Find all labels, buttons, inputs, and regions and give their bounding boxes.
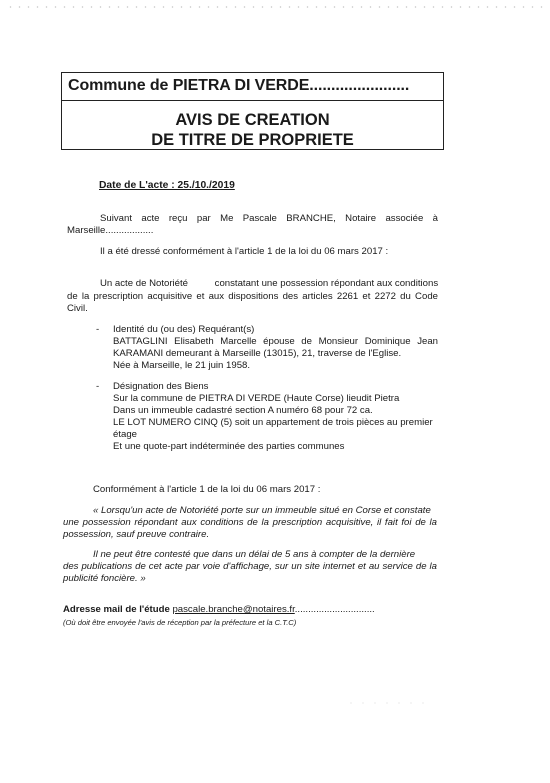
intro-line-3: Il a été dressé conformément à l'article 1 de la loi du 06 mars 2017 : xyxy=(100,246,389,257)
notoriete-line-3: Civil. xyxy=(67,303,88,314)
biens-line-5: Et une quote-part indéterminée des parties communes xyxy=(113,441,345,452)
conformement-line: Conformément à l'article 1 de la loi du 06 mars 2017 : xyxy=(93,484,321,495)
biens-heading: Désignation des Biens xyxy=(113,381,209,392)
quote1-line-1: « Lorsqu'un acte de Notoriété porte sur un immeuble situé en Corse et constate xyxy=(93,505,431,516)
biens-line-1: Sur la commune de PIETRA DI VERDE (Haute Corse) lieudit Pietra xyxy=(113,393,400,404)
scan-dotted-edge xyxy=(6,6,544,8)
email-label: Adresse mail de l'étude xyxy=(63,604,170,615)
email-note: (Où doit être envoyée l'avis de réception par la préfecture et la C.T.C) xyxy=(63,618,297,627)
quote2-line-1: Il ne peut être contesté que dans un délai de 5 ans à compter de la dernière xyxy=(93,549,416,560)
scan-faint-dots xyxy=(345,702,425,704)
quote2-line-2: des publications de cet acte par voie d'affichage, sur un site internet et au service de la xyxy=(63,561,437,572)
bullet-dash: - xyxy=(96,324,100,335)
email-trailing-dots: .............................. xyxy=(294,604,375,615)
biens-line-4: étage xyxy=(113,429,138,440)
requerant-line-3: Née à Marseille, le 21 juin 1958. xyxy=(113,360,251,371)
quote2-line-3: publicité foncière. » xyxy=(63,573,146,584)
biens-line-3: LE LOT NUMERO CINQ (5) soit un appartement de trois pièces au premier xyxy=(113,417,433,428)
requerant-line-2: KARAMANI demeurant à Marseille (13015), 21, traverse de l'Eglise. xyxy=(113,348,402,359)
notoriete-line-2: de la prescription acquisitive et aux dispositions des articles 2261 et 2272 du Code xyxy=(67,291,438,302)
notoriete-line-1: Un acte de Notoriété constatant une possession répondant aux conditions xyxy=(100,278,439,289)
intro-line-1: Suivant acte reçu par Me Pascale BRANCHE, Notaire associée à xyxy=(100,213,438,224)
title-line-1: AVIS DE CREATION xyxy=(175,111,330,129)
email-line xyxy=(63,604,375,617)
requerant-heading: Identité du (ou des) Requérant(s) xyxy=(113,324,255,335)
commune-line: Commune de PIETRA DI VERDE....................... xyxy=(68,77,410,94)
bullet-dash: - xyxy=(96,381,100,392)
quote1-line-2: une possession répondant aux conditions de la prescription acquisitive, il fait foi de la xyxy=(63,517,437,528)
act-date: Date de L'acte : 25./10./2019 xyxy=(99,180,235,191)
quote1-line-3: possession, sauf preuve contraire. xyxy=(63,529,210,540)
biens-line-2: Dans un immeuble cadastré section A numéro 68 pour 72 ca. xyxy=(113,405,373,416)
title-line-2: DE TITRE DE PROPRIETE xyxy=(151,131,354,149)
intro-line-2: Marseille.................. xyxy=(67,225,154,236)
requerant-line-1: BATTAGLINI Elisabeth Marcelle épouse de Monsieur Dominique Jean xyxy=(113,336,438,347)
email-address-link[interactable]: pascale.branche@notaires.fr xyxy=(172,604,295,615)
title-frame-divider xyxy=(61,100,444,101)
